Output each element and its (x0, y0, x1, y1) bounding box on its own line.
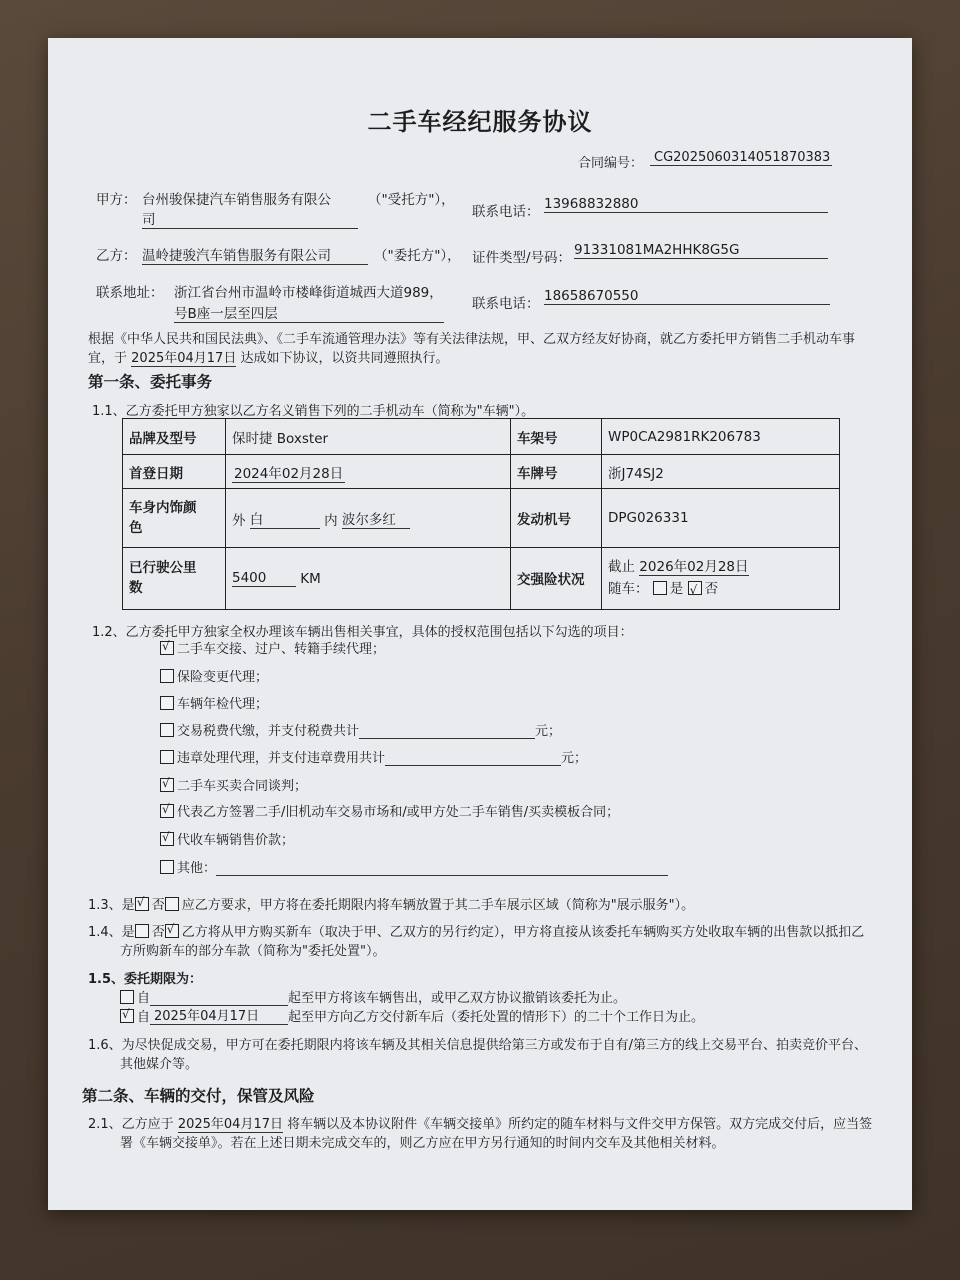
clause-1-5-label: 1.5、委托期限为： (88, 972, 203, 987)
engine-label: 发动机号 (511, 489, 602, 547)
insurance-until-date: 2026年02月28日 (639, 559, 749, 576)
delivery-date: 2025年04月17日 (177, 1117, 283, 1132)
option-tax (160, 720, 561, 739)
party-a-name-line2: 司 (142, 208, 358, 229)
agreement-date: 2025年04月17日 (131, 351, 237, 366)
option-sign-contract-label: 代表乙方签署二手/旧机动车交易市场和/或甲方处二手车销售/买卖模板合同； (177, 805, 620, 820)
reg-date-cell (226, 455, 511, 489)
option-other-blank[interactable] (216, 861, 668, 876)
address-line1: 浙江省台州市温岭市楼峰街道城西大道989， (174, 285, 443, 301)
address-label: 联系地址： (96, 285, 164, 301)
clause-1-5-option1 (120, 987, 626, 1006)
mileage-label (123, 547, 226, 609)
with-car-yes-label: 是 (669, 581, 684, 598)
option-tax-suffix: 元； (535, 724, 562, 739)
clause-1-4-no-label: 否 (151, 925, 165, 940)
exterior-value: 白 (250, 508, 320, 529)
clause-1-3-no-label: 否 (151, 898, 165, 913)
option-violation-label: 违章处理代理，并支付违章费用共计 (177, 751, 386, 766)
option-negotiation-checkbox[interactable] (160, 778, 174, 792)
clause-1-4-text: 乙方将从甲方购买新车（取决于甲、乙双方的另行约定），甲方将直接从该委托车辆购买方处收取车辆的出售款以抵扣乙 (181, 925, 865, 940)
party-b-label: 乙方： (96, 248, 137, 264)
with-car-label: 随车： (608, 581, 649, 598)
term-option1-date-blank[interactable] (150, 991, 288, 1006)
option-sign-contract (160, 801, 619, 820)
preamble-line1: 根据《中华人民共和国民法典》、《二手车流通管理办法》等有关法律法规，甲、乙双方经友好协商，就乙方委托甲方销售二手机动车事 (88, 332, 856, 347)
exterior-label: 外 (232, 512, 246, 529)
clause-2-1-text: 将车辆以及本协议附件《车辆交接单》所约定的随车材料与文件交甲方保管。双方完成交付后，应当签 (287, 1117, 873, 1132)
with-car-yes-checkbox[interactable] (653, 581, 667, 595)
term-option2-text: 起至甲方向乙方交付新车后（委托处置的情形下）的二十个工作日为止。 (288, 1010, 705, 1025)
option-collect-payment (160, 829, 294, 848)
party-a-role: （"受托方"）， (368, 192, 455, 208)
vin-label: 车架号 (511, 419, 602, 455)
clause-1-3 (88, 894, 694, 913)
vehicle-table (122, 418, 840, 610)
option-negotiation-label: 二手车买卖合同谈判； (177, 779, 308, 794)
term-option1-pre: 自 (137, 991, 151, 1006)
option-tax-label: 交易税费代缴，并支付税费共计 (177, 724, 360, 739)
mileage-value: 5400 (232, 570, 296, 587)
clause-1-6-line1: 1.6、为尽快促成交易，甲方可在委托期限内将该车辆及其相关信息提供给第三方或发布于自有/第三方的线上交易平台、拍卖竞价平台、 (88, 1038, 868, 1053)
option-handover-checkbox[interactable] (160, 641, 174, 655)
option-violation-blank[interactable] (385, 751, 561, 766)
option-inspection (160, 693, 268, 712)
option-tax-blank[interactable] (359, 724, 535, 739)
clause-1-4-yes-checkbox[interactable] (135, 924, 149, 938)
address-line2: 号B座一层至四层 (174, 302, 444, 323)
engine-value: DPG026331 (602, 489, 840, 547)
insurance-until-label: 截止 (608, 559, 635, 576)
plate-label: 车牌号 (511, 455, 602, 489)
term-option1-checkbox[interactable] (120, 990, 134, 1004)
clause-1-3-yes-checkbox[interactable] (135, 897, 149, 911)
party-b-id-label: 证件类型/号码： (472, 250, 572, 266)
interior-label: 内 (324, 512, 338, 529)
option-other-label: 其他： (177, 861, 217, 876)
term-option2-pre: 自 (137, 1010, 151, 1025)
contract-number-label: 合同编号： (578, 156, 644, 171)
document-title: 二手车经纪服务协议 (367, 108, 593, 136)
clause-1-4 (88, 921, 864, 940)
insurance-label: 交强险状况 (511, 547, 602, 609)
clause-1-4-no-checkbox[interactable] (165, 924, 179, 938)
party-b-phone: 18658670550 (544, 288, 830, 305)
term-option2-date: 2025年04月17日 (150, 1005, 288, 1025)
clause-1-3-text: 应乙方要求，甲方将在委托期限内将车辆放置于其二手车展示区域（简称为"展示服务"）。 (181, 898, 695, 913)
with-car-no-label: 否 (704, 581, 719, 598)
reg-date-value: 2024年02月28日 (234, 465, 344, 482)
clause-1-4-pre: 1.4、是 (88, 925, 135, 940)
reg-date-label: 首登日期 (123, 455, 226, 489)
mileage-unit: KM (300, 570, 321, 587)
option-tax-checkbox[interactable] (160, 723, 174, 737)
party-b-phone-label: 联系电话： (472, 296, 540, 312)
insurance-cell (602, 547, 840, 609)
mileage-cell (226, 547, 511, 609)
contract-number: CG2025060314051870383 (650, 150, 832, 166)
option-collect-payment-label: 代收车辆销售价款； (177, 833, 295, 848)
option-handover (160, 638, 385, 657)
option-sign-contract-checkbox[interactable] (160, 804, 174, 818)
option-collect-payment-checkbox[interactable] (160, 832, 174, 846)
option-insurance (160, 666, 268, 685)
clause-2-1-pre: 2.1、乙方应于 (88, 1117, 174, 1132)
preamble-line2-pre: 宜，于 (88, 351, 128, 366)
article2-heading: 第二条、车辆的交付，保管及风险 (82, 1087, 315, 1105)
color-label-line1: 车身内饰颜 (129, 500, 197, 516)
clause-1-3-pre: 1.3、是 (88, 898, 135, 913)
option-violation-suffix: 元； (561, 751, 588, 766)
clause-1-1: 1.1、乙方委托甲方独家以乙方名义销售下列的二手机动车（简称为"车辆"）。 (92, 404, 535, 419)
clause-2-1-line2: 署《车辆交接单》。若在上述日期未完成交车的，则乙方应在甲方另行通知的时间内交车及其他相关材料。 (120, 1136, 725, 1151)
clause-1-5-option2 (120, 1005, 704, 1025)
clause-1-2: 1.2、乙方委托甲方独家全权办理该车辆出售相关事宜，具体的授权范围包括以下勾选的项目： (92, 625, 633, 640)
vin-value: WP0CA2981RK206783 (602, 419, 840, 455)
option-negotiation (160, 775, 307, 794)
insurance-until-row (608, 556, 833, 578)
color-label-line2: 色 (129, 520, 143, 536)
contract-page (48, 38, 912, 1210)
mileage-label-line1: 已行驶公里 (129, 560, 197, 577)
preamble-line2 (88, 347, 448, 366)
with-car-no-checkbox[interactable] (688, 581, 702, 595)
option-other (160, 857, 668, 876)
brand-value: 保时捷 Boxster (226, 419, 511, 455)
party-b-role: （"委托方"）， (374, 248, 461, 264)
party-a-phone-label: 联系电话： (472, 204, 540, 220)
party-b-name: 温岭捷骏汽车销售服务有限公司 (142, 244, 368, 265)
interior-value: 波尔多红 (342, 508, 410, 529)
option-violation (160, 747, 587, 766)
party-b-id: 91331081MA2HHK8G5G (574, 242, 828, 259)
option-insurance-checkbox[interactable] (160, 669, 174, 683)
clause-1-3-no-checkbox[interactable] (165, 897, 179, 911)
mileage-label-line2: 数 (129, 580, 143, 597)
option-insurance-label: 保险变更代理； (177, 670, 269, 685)
with-car-row (608, 578, 833, 600)
preamble-line2-post: 达成如下协议，以资共同遵照执行。 (240, 351, 449, 366)
brand-label: 品牌及型号 (123, 419, 226, 455)
term-option1-text: 起至甲方将该车辆售出，或甲乙双方协议撤销该委托为止。 (288, 991, 627, 1006)
party-a-name-line1: 台州骏保捷汽车销售服务有限公 (142, 192, 331, 208)
plate-value: 浙J74SJ2 (602, 455, 840, 489)
option-violation-checkbox[interactable] (160, 750, 174, 764)
color-values (226, 489, 511, 547)
party-a-label: 甲方： (96, 192, 137, 208)
option-other-checkbox[interactable] (160, 860, 174, 874)
color-label (123, 489, 226, 547)
option-inspection-label: 车辆年检代理； (177, 697, 269, 712)
term-option2-checkbox[interactable] (120, 1009, 134, 1023)
option-inspection-checkbox[interactable] (160, 696, 174, 710)
clause-1-6-line2: 其他媒介等。 (120, 1057, 199, 1072)
clause-1-4-line2: 方所购新车的部分车款（简称为"委托处置"）。 (120, 944, 386, 959)
article1-heading: 第一条、委托事务 (88, 373, 213, 391)
option-handover-label: 二手车交接、过户、转籍手续代理； (177, 642, 386, 657)
party-a-phone: 13968832880 (544, 196, 828, 213)
clause-2-1-line1 (88, 1113, 872, 1132)
